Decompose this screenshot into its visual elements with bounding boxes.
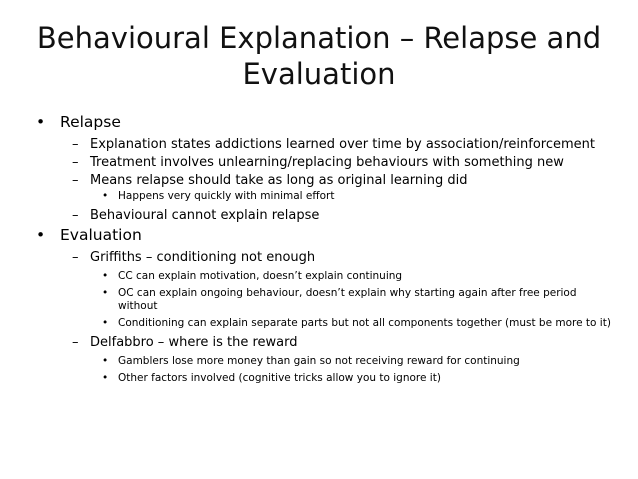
sub-bullet: [36, 207, 616, 225]
bullet-text: Evaluation: [60, 226, 142, 244]
bullet-marker: •: [102, 355, 109, 367]
bullet-marker: •: [102, 270, 109, 282]
sub-bullet: [36, 136, 616, 154]
bullet-marker: •: [36, 226, 46, 244]
sub-bullet-text: Means relapse should take as long as original learning did: [90, 173, 468, 188]
bullet-marker: •: [102, 317, 109, 329]
bullet-evaluation: [36, 225, 616, 246]
bullet-marker: •: [36, 113, 46, 131]
sub-bullet-text: Griffiths – conditioning not enough: [90, 250, 316, 265]
dash-marker: –: [72, 137, 79, 152]
sub-bullet-text: Behavioural cannot explain relapse: [90, 208, 320, 223]
sub-bullet: [36, 154, 616, 172]
sub-sub-bullet-text: OC can explain ongoing behaviour, doesn’t explain why starting again after free period without: [118, 287, 577, 312]
sub-sub-bullet-text: Gamblers lose more money than gain so not receiving reward for continuing: [118, 355, 520, 367]
slide-body: [36, 112, 616, 385]
sub-sub-bullet: [36, 190, 616, 203]
dash-marker: –: [72, 208, 79, 223]
slide-title: Behavioural Explanation – Relapse and Evaluation: [36, 21, 602, 91]
sub-bullet: [36, 249, 616, 267]
sub-sub-bullet: [36, 270, 616, 283]
bullet-marker: •: [102, 372, 109, 384]
bullet-relapse: [36, 112, 616, 133]
bullet-marker: •: [102, 190, 109, 202]
dash-marker: –: [72, 250, 79, 265]
sub-sub-bullet: [36, 355, 616, 368]
bullet-text: Relapse: [60, 113, 121, 131]
sub-sub-bullet-text: Other factors involved (cognitive tricks allow you to ignore it): [118, 372, 441, 384]
sub-bullet: [36, 334, 616, 352]
sub-sub-bullet: [36, 372, 616, 385]
dash-marker: –: [72, 155, 79, 170]
sub-sub-bullet: [36, 287, 616, 313]
sub-sub-bullet-text: CC can explain motivation, doesn’t explain continuing: [118, 270, 403, 282]
sub-sub-bullet-text: Happens very quickly with minimal effort: [118, 190, 335, 202]
dash-marker: –: [72, 335, 79, 350]
sub-bullet-text: Explanation states addictions learned over time by association/reinforcement: [90, 137, 595, 152]
sub-bullet-text: Treatment involves unlearning/replacing behaviours with something new: [90, 155, 564, 170]
bullet-marker: •: [102, 287, 109, 299]
sub-sub-bullet-text: Conditioning can explain separate parts but not all components together (must be more to it): [118, 317, 611, 329]
dash-marker: –: [72, 173, 79, 188]
sub-sub-bullet: [36, 317, 616, 330]
sub-bullet-text: Delfabbro – where is the reward: [90, 335, 298, 350]
sub-bullet: [36, 172, 616, 190]
